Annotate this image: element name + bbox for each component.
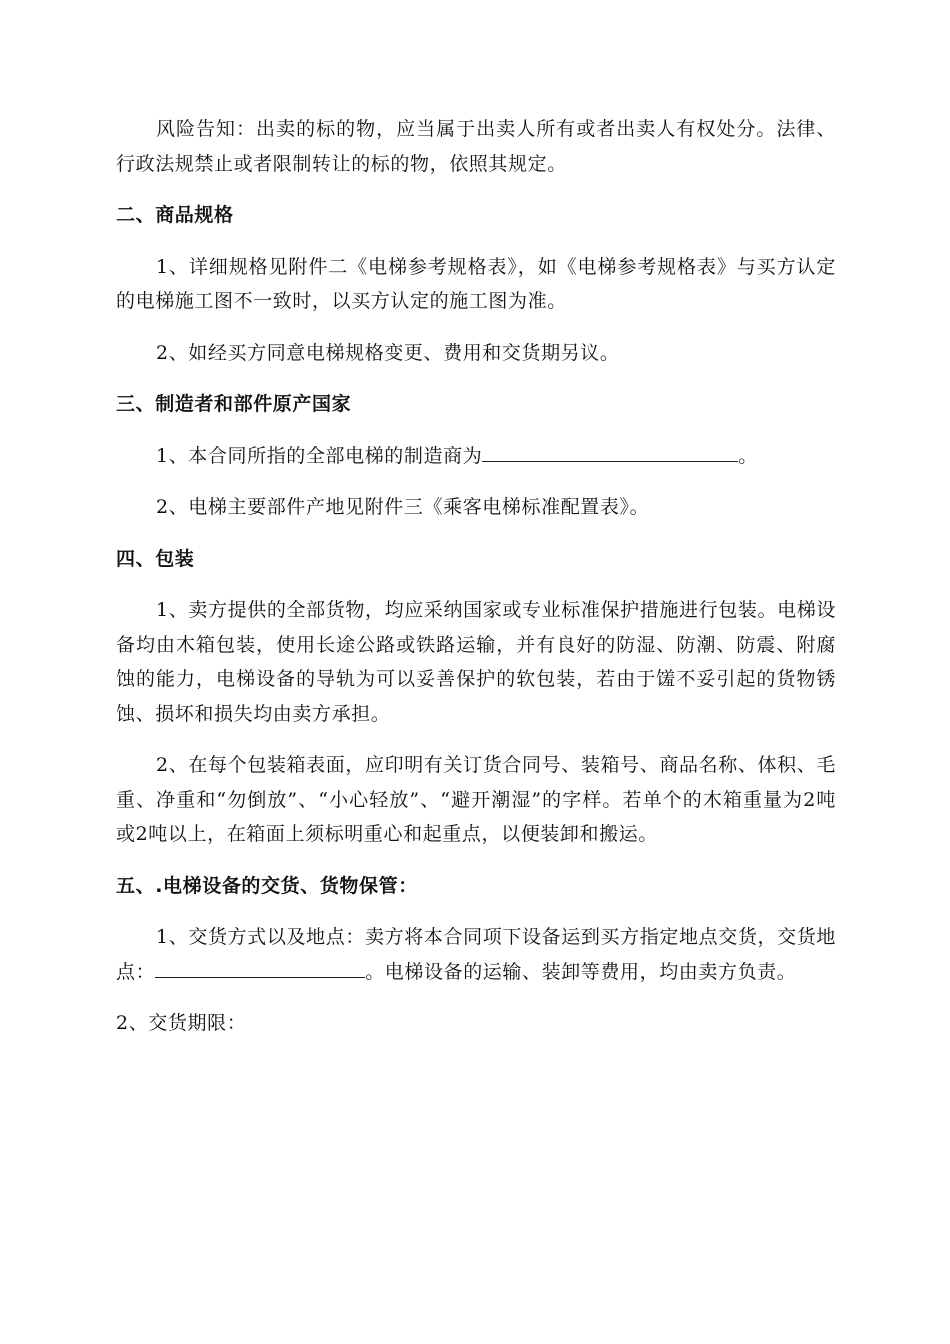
packaging-paragraph-1: 1、卖方提供的全部货物，均应采纳国家或专业标准保护措施进行包装。电梯设备均由木箱包装，使用长途公路或铁路运输，并有良好的防湿、防潮、防震、附腐蚀的能力，电梯设备的导轨为可以妥善保护的软包装，若由于馐不妥引起的货物锈蚀、损坏和损失均由卖方承担。	[116, 599, 836, 725]
manufacturer-paragraph-1	[116, 439, 836, 474]
specs-paragraph-2: 2、如经买方同意电梯规格变更、费用和交货期另议。	[156, 341, 620, 364]
manufacturer-text-before: 1、本合同所指的全部电梯的制造商为	[156, 444, 483, 467]
document-page	[116, 112, 836, 1058]
section-heading-delivery: 五、.电梯设备的交货、货物保管：	[116, 874, 418, 897]
delivery-text-after: 。电梯设备的运输、装卸等费用，均由卖方负责。	[365, 960, 797, 983]
specs-paragraph-1: 1、详细规格见附件二《电梯参考规格表》，如《电梯参考规格表》与买方认定的电梯施工图不一致时，以买方认定的施工图为准。	[116, 255, 836, 312]
packaging-paragraph-2: 2、在每个包装箱表面，应印明有关订货合同号、装箱号、商品名称、体积、毛重、净重和“勿倒放”、“小心轻放”、“避开潮湿”的字样。若单个的木箱重量为2吨或2吨以上，在箱面上须标明重心和起重点，以便装卸和搬运。	[116, 754, 836, 845]
section-heading-packaging: 四、包装	[116, 547, 195, 570]
manufacturer-text-after: 。	[738, 444, 758, 467]
section-heading-specs: 二、商品规格	[116, 204, 234, 226]
delivery-paragraph-2: 2、交货期限：	[116, 1012, 247, 1034]
risk-notice-paragraph: 风险告知：出卖的标的物，应当属于出卖人所有或者出卖人有权处分。法律、行政法规禁止或者限制转让的标的物，依照其规定。	[116, 118, 836, 175]
delivery-paragraph-1	[116, 920, 836, 989]
delivery-text-before: 1、交货方式以及地点：卖方将本合同项下设备运到买方指定地点交货，交货地点：	[116, 926, 836, 983]
manufacturer-paragraph-2: 2、电梯主要部件产地见附件三《乘客电梯标准配置表》。	[156, 496, 650, 518]
manufacturer-blank-line	[482, 439, 738, 462]
delivery-location-blank-line	[155, 955, 365, 978]
section-heading-manufacturer: 三、制造者和部件原产国家	[116, 393, 352, 415]
